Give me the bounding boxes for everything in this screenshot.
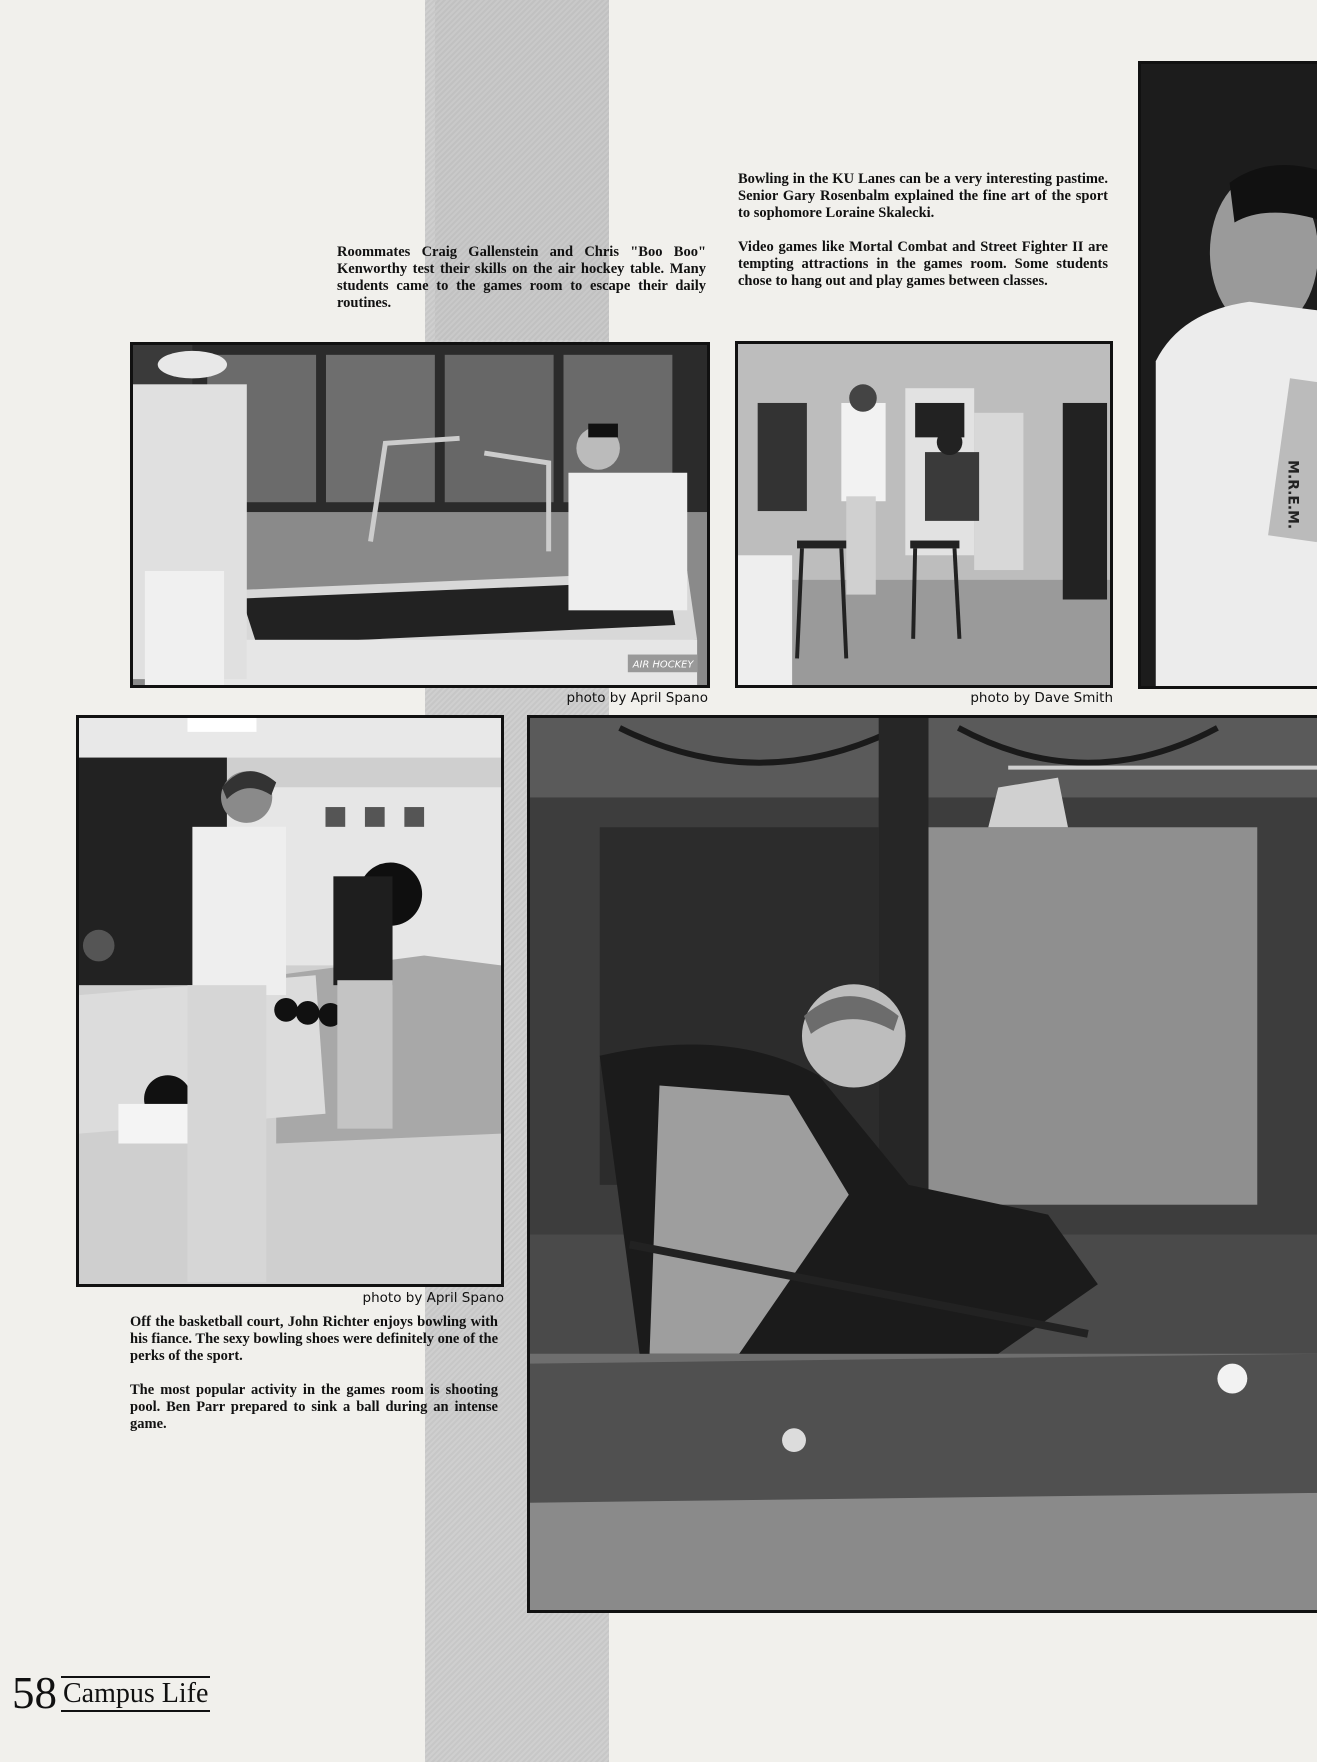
caption-air-hockey-text: Roommates Craig Gallenstein and Chris "Boo Boo" Kenworthy test their skills on the air hockey table. Many students came to the games room to escape their daily routines. (337, 244, 706, 311)
air-hockey-label: AIR HOCKEY (632, 659, 694, 671)
caption-bowling-bottom-text: Off the basketball court, John Richter enjoys bowling with his fiance. The sexy bowling shoes were definitely one of the perks of the sport. (130, 1314, 499, 1364)
bowling-image (79, 718, 501, 1284)
air-hockey-image (133, 345, 707, 685)
photo-bowling (76, 715, 504, 1287)
photo-cropped-right (1138, 61, 1317, 689)
credit-bowling: photo by April Spano (362, 1290, 504, 1306)
page-number: 58 (12, 1668, 57, 1718)
folio (12, 1668, 210, 1718)
cropped-portrait-image (1141, 64, 1317, 686)
photo-air-hockey (130, 342, 710, 688)
photo-pool (527, 715, 1317, 1613)
pool-image (530, 718, 1317, 1610)
video-games-image (738, 344, 1110, 685)
caption-bowling-top-text: Bowling in the KU Lanes can be a very interesting pastime. Senior Gary Rosenbalm explained the fine art of the sport to sophomore Loraine Skalecki. (738, 171, 1108, 221)
caption-video-games-text: Video games like Mortal Combat and Street Fighter II are tempting attractions in the games room. Some students chose to hang out and play games between classes. (738, 239, 1108, 289)
caption-pool-text: The most popular activity in the games room is shooting pool. Ben Parr prepared to sink a ball during an intense game. (130, 1382, 498, 1432)
caption-air-hockey (337, 244, 706, 312)
credit-video-games: photo by Dave Smith (970, 690, 1113, 706)
credit-air-hockey: photo by April Spano (566, 690, 708, 706)
caption-group-top-right (738, 171, 1108, 290)
shirt-text: M.R.E.M. (1284, 460, 1301, 530)
caption-group-bottom-left (130, 1314, 498, 1433)
photo-video-games (735, 341, 1113, 688)
section-title: Campus Life (61, 1676, 210, 1712)
